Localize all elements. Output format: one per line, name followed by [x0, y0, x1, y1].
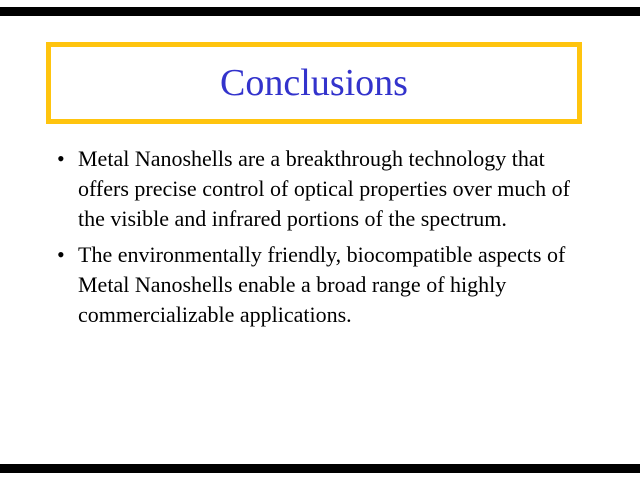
- top-letterbox-bar: [0, 7, 640, 16]
- bullet-item: [57, 240, 597, 330]
- bullet-marker-icon: •: [57, 242, 65, 267]
- bullet-text: Metal Nanoshells are a breakthrough technology that offers precise control of optical properties over much of the visible and infrared portions of the spectrum.: [78, 146, 570, 231]
- bottom-letterbox-bar: [0, 464, 640, 473]
- bullet-marker-icon: •: [57, 146, 65, 171]
- slide-title: Conclusions: [220, 62, 408, 104]
- bullet-item: [57, 144, 597, 234]
- title-box: [46, 42, 582, 124]
- bullet-list: [57, 144, 597, 336]
- bullet-text: The environmentally friendly, biocompatible aspects of Metal Nanoshells enable a broad range of highly commercializable applications.: [78, 242, 566, 327]
